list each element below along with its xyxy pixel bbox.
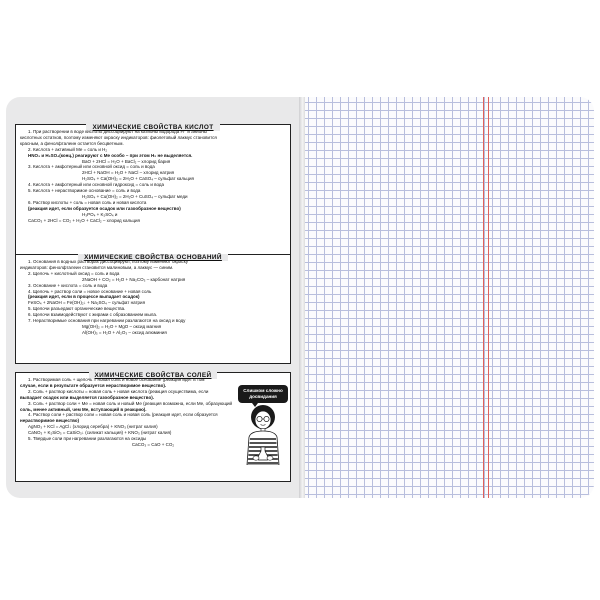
acids-line: H₂SO₄ + Ca(OH)₂ = 2H₂O + CaSO₄ – сульфат кальция	[82, 176, 194, 182]
bases-line: 3. Основание + кислота = соль и вода	[28, 282, 108, 288]
bases-line: 4. Щелочь + раствор соли = новое основание + новая соль	[28, 288, 152, 294]
acids-line: (реакция идет, если образуется осадок или газообразное вещество)	[28, 205, 181, 211]
salts-line: выпадает осадок или выделяется газообразное вещество).	[20, 394, 154, 400]
bases-text	[20, 259, 286, 336]
bases-section	[15, 254, 291, 364]
acids-line: 3. Кислота + амфотерный или основной оксид = соль и вода	[28, 164, 155, 170]
salts-line: CaCO₃ = CaO + CO₂	[131, 441, 175, 447]
acids-line: 6. Раствор кислоты + соль = новая соль и новая кислота	[28, 199, 147, 205]
bases-line: 6. Щелочи взаимодействуют с жирами с образованием мыла.	[28, 312, 158, 318]
grid-page	[305, 97, 594, 498]
salts-line: AgNO₃ + KCl = AgCl↓ (хлорид серебра) + KNO₃ (нитрат калия)	[28, 424, 158, 430]
acids-line: H₃PO₄ + K₂SO₄ и	[82, 211, 118, 217]
acids-line: кислотных остатков, поэтому изменяют окраску индикаторов: фиолетовый лакмус становится	[20, 134, 217, 140]
acids-line: H₂SO₄ + Cu(OH)₂ = 2H₂O + CuSO₄ – сульфат меди	[82, 193, 188, 199]
salts-line: 2. Соль + раствор кислоты = новая соль + новая кислота (реакция осуществима, если	[28, 388, 209, 394]
bases-line: 5. Щелочи разъедают органические вещества.	[28, 306, 126, 312]
speech-bubble: Слишком сложно досвидания	[238, 385, 288, 403]
notebook-spread	[6, 97, 594, 498]
acids-line: красным, а фенолфталеин остается бесцветным.	[20, 140, 124, 146]
salts-line: 3. Соль + раствор соли + Me = новая соль и новый Me (реакция возможна, если Me, образующий	[28, 400, 233, 406]
acids-line: 4. Кислота + амфотерный или основной гидроксид = соль и вода	[28, 182, 164, 188]
acids-line: CaCO₃ + 2HCl = CO₂ + H₂O + CaCl₂ – хлорид кальция	[28, 217, 140, 223]
bases-line: 2. Щелочь + кислотный оксид = соль и вода	[28, 270, 120, 276]
bases-title: ХИМИЧЕСКИЕ СВОЙСТВА ОСНОВАНИЙ	[78, 254, 228, 261]
bases-line: 1. Основания в водных растворах диссоциируют, поэтому изменяют окраску	[28, 259, 188, 264]
acids-section	[15, 124, 291, 258]
salts-line: соль, менее активный, чем Me, вступающий в реакцию).	[20, 406, 147, 412]
salts-line: нерастворимое вещество)	[20, 418, 80, 424]
acids-line: HNO₃ и H₂SO₄(конц.) реагируют с Me особо – при этом H₂ не выделяется.	[28, 152, 193, 158]
bases-line: 2NaOH + CO₂ = H₂O + Na₂CO₃ – карбонат натрия	[82, 276, 186, 282]
acids-line: 2HCl + NaOH = H₂O + NaCl – хлорид натрия	[82, 170, 175, 176]
bases-line: индикаторов: фенолфталеин становится малиновым, а лакмус — синим.	[20, 264, 174, 270]
left-page	[6, 97, 299, 498]
salts-title: ХИМИЧЕСКИЕ СВОЙСТВА СОЛЕЙ	[89, 372, 218, 379]
acids-title: ХИМИЧЕСКИЕ СВОЙСТВА КИСЛОТ	[86, 124, 219, 131]
bases-line: Mg(OH)₂ = H₂O + MgO – оксид магния	[82, 323, 162, 329]
bases-line: 7. Нерастворимые основания при нагревании разлагаются на оксид и воду	[28, 318, 186, 324]
acids-text	[20, 129, 286, 224]
acids-line: BaO + 2HCl = H₂O + BaCl₂ – хлорид бария	[82, 158, 171, 164]
bases-line: Al(OH)₃ = H₂O + Al₂O₃ – оксид алюминия	[82, 329, 167, 335]
acids-line: 1. При растворении в воде кислоты диссоциируют на катионы водорода H⁺ и анионы	[28, 129, 207, 134]
teacher-illustration-icon	[239, 403, 287, 465]
salts-line: 1. Растворимая соль + щелочь = новая соль и новое основание (реакция идет в том	[28, 377, 205, 382]
salts-line: CaNO₃ + K₂SiO₃ = CaSiO₃↓ (силикат кальция) + KNO₃ (нитрат калия)	[28, 430, 172, 436]
acids-line: 5. Кислота + нерастворимое основание = соль и вода	[28, 188, 141, 194]
acids-line: 2. Кислота + активный Me = соль и H₂	[28, 146, 108, 152]
bases-line: FeSO₄ + 2NaOH = Fe(OH)₂↓ + Na₂SO₄ – сульфат натрия	[28, 300, 146, 306]
salts-line: 5. Твердые соли при нагревании разлагаются на оксиды	[28, 436, 147, 442]
bases-line: (реакция идет, если в процессе выпадает осадок)	[28, 294, 140, 300]
salts-line: случае, если в результате образуется нерастворимое вещество).	[20, 382, 167, 388]
salts-line: 4. Раствор соли + раствор соли = новая соль и новая соль (реакция идет, если образуется	[28, 412, 218, 418]
